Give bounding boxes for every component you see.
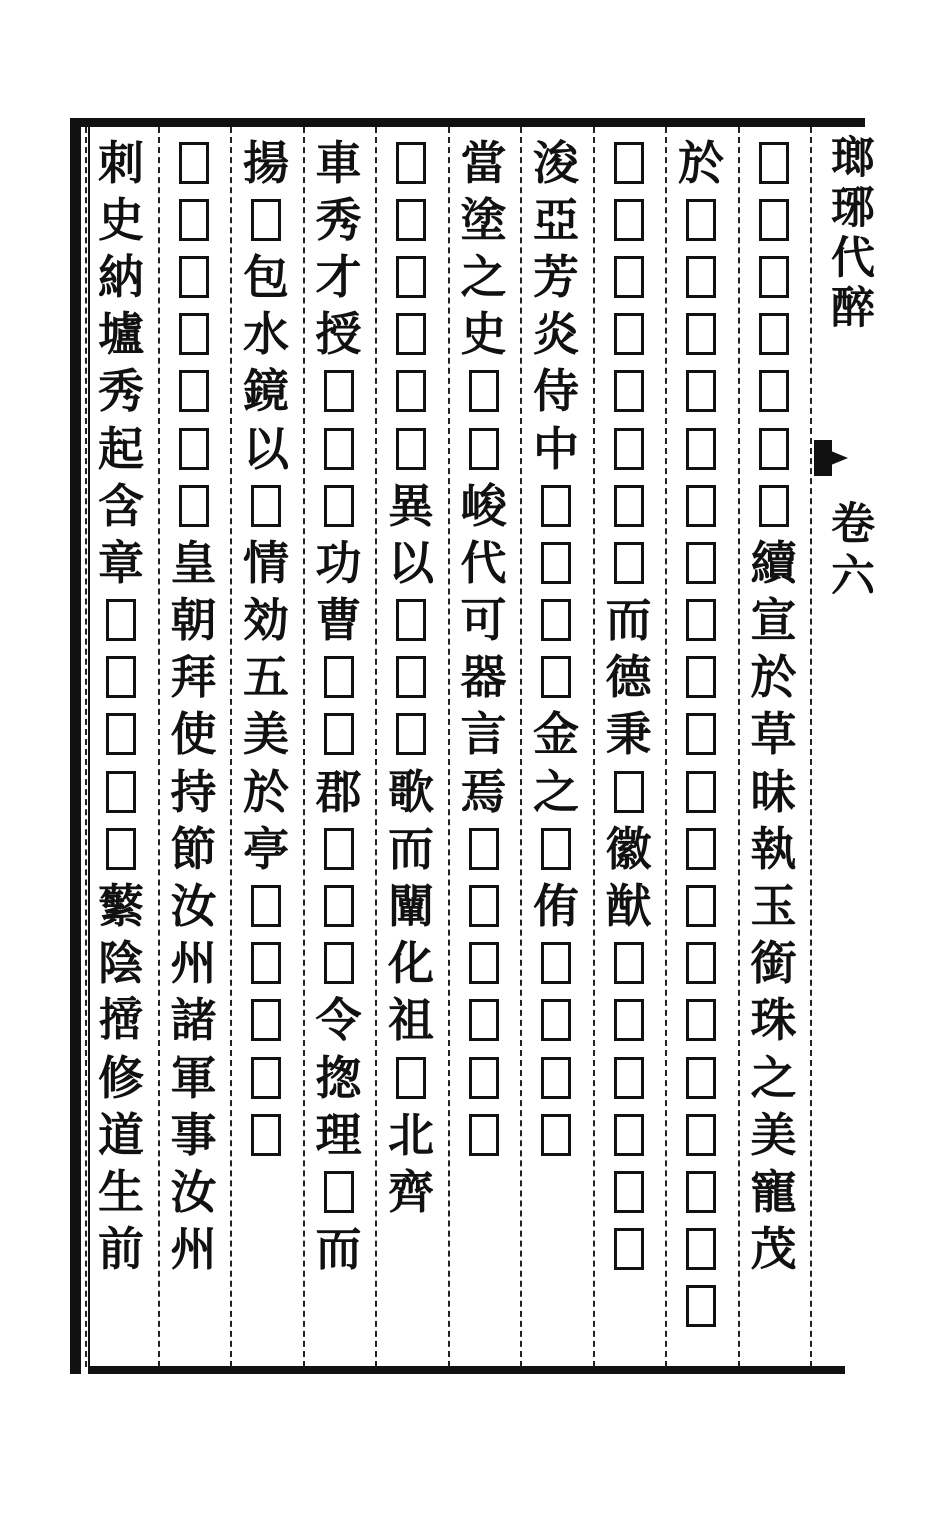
character: 州 <box>170 936 217 991</box>
character: 器 <box>460 650 507 705</box>
character: 𢴨 <box>98 993 144 1048</box>
character: 汝 <box>170 1164 217 1219</box>
lacuna-box <box>165 420 223 477</box>
character: 徽 <box>605 821 652 876</box>
lacuna-box <box>745 306 803 363</box>
lacuna-box <box>237 191 295 248</box>
character: 令 <box>315 993 362 1048</box>
character: 焉 <box>460 764 507 819</box>
lacuna-box <box>92 820 150 877</box>
lacuna-box <box>310 935 368 992</box>
lacuna-box <box>600 763 658 820</box>
character: 車 <box>315 135 362 190</box>
lacuna-box <box>382 649 440 706</box>
character: 芳 <box>533 249 579 304</box>
character: 章 <box>98 535 144 590</box>
lacuna-box <box>527 820 585 877</box>
lacuna-box <box>672 534 730 591</box>
text-column <box>452 134 516 1163</box>
column-divider <box>810 127 812 1367</box>
lacuna-box <box>382 1049 440 1106</box>
lacuna-box <box>527 649 585 706</box>
character: 以 <box>243 421 289 476</box>
lacuna-box <box>745 420 803 477</box>
character: 諸 <box>170 993 217 1048</box>
character: 史 <box>98 192 144 247</box>
character: 之 <box>533 764 579 819</box>
lacuna-box <box>600 306 658 363</box>
volume-label: 卷六 <box>823 500 874 604</box>
lacuna-box <box>672 191 730 248</box>
character: 之 <box>460 249 507 304</box>
lacuna-box <box>165 191 223 248</box>
lacuna-box <box>672 763 730 820</box>
character: 異 <box>388 478 434 533</box>
character: 拜 <box>170 650 217 705</box>
character: 亭 <box>243 821 289 876</box>
lacuna-box <box>672 1163 730 1220</box>
text-column <box>234 134 298 1163</box>
character: 金 <box>533 707 579 762</box>
lacuna-box <box>310 477 368 534</box>
book-title: 瑯琊代醉 <box>823 134 874 334</box>
character: 以 <box>388 535 434 590</box>
character: 而 <box>605 593 652 648</box>
character: 理 <box>315 1107 362 1162</box>
lacuna-box <box>92 592 150 649</box>
lacuna-box <box>92 763 150 820</box>
lacuna-box <box>310 706 368 763</box>
lacuna-box <box>600 935 658 992</box>
character: 事 <box>170 1107 217 1162</box>
lacuna-box <box>310 820 368 877</box>
lacuna-box <box>310 1163 368 1220</box>
character: 於 <box>678 135 724 190</box>
lacuna-box <box>672 992 730 1049</box>
lacuna-box <box>527 1106 585 1163</box>
character: 効 <box>243 593 289 648</box>
lacuna-box <box>672 420 730 477</box>
lacuna-box <box>745 477 803 534</box>
lacuna-box <box>455 420 513 477</box>
lacuna-box <box>455 935 513 992</box>
lacuna-box <box>745 363 803 420</box>
character: 續 <box>750 535 797 590</box>
lacuna-box <box>455 363 513 420</box>
text-column <box>524 134 588 1163</box>
character: 授 <box>315 307 362 362</box>
lacuna-box <box>310 363 368 420</box>
lacuna-box <box>745 248 803 305</box>
column-divider <box>738 127 740 1367</box>
character: 情 <box>243 535 289 590</box>
character: 寵 <box>750 1164 797 1219</box>
character: 珠 <box>750 993 797 1048</box>
character: 壚 <box>98 307 144 362</box>
character: 茂 <box>750 1222 797 1277</box>
character: 揚 <box>243 135 289 190</box>
lacuna-box <box>672 706 730 763</box>
character: 曹 <box>315 593 362 648</box>
lacuna-box <box>745 191 803 248</box>
character: 鏡 <box>243 364 289 419</box>
lacuna-box <box>527 592 585 649</box>
character: 刺 <box>98 135 144 190</box>
character: 納 <box>98 249 144 304</box>
lacuna-box <box>527 992 585 1049</box>
character: 郡 <box>315 764 362 819</box>
lacuna-box <box>527 935 585 992</box>
lacuna-box <box>672 306 730 363</box>
lacuna-box <box>310 420 368 477</box>
character: 亞 <box>533 192 579 247</box>
character: 秉 <box>605 707 652 762</box>
character: 功 <box>315 535 362 590</box>
character: 中 <box>533 421 579 476</box>
character: 猷 <box>605 879 652 934</box>
lacuna-box <box>600 248 658 305</box>
character: 代 <box>460 535 507 590</box>
lacuna-box <box>600 191 658 248</box>
character: 歌 <box>388 764 434 819</box>
text-column <box>89 134 153 1278</box>
lacuna-box <box>237 935 295 992</box>
lacuna-box <box>600 363 658 420</box>
character: 才 <box>315 249 362 304</box>
lacuna-box <box>382 248 440 305</box>
character: 執 <box>750 821 797 876</box>
character: 軍 <box>170 1050 217 1105</box>
character: 節 <box>170 821 217 876</box>
lacuna-box <box>527 1049 585 1106</box>
lacuna-box <box>455 1106 513 1163</box>
character: 齊 <box>388 1164 434 1219</box>
character: 持 <box>170 764 217 819</box>
character: 道 <box>98 1107 144 1162</box>
text-column <box>162 134 226 1278</box>
lacuna-box <box>310 877 368 934</box>
lacuna-box <box>600 477 658 534</box>
character: 陰 <box>98 936 144 991</box>
fish-tail-point <box>814 444 848 472</box>
character: 汝 <box>170 879 217 934</box>
lacuna-box <box>237 1106 295 1163</box>
character: 揔 <box>315 1050 362 1105</box>
character: 侑 <box>533 879 579 934</box>
lacuna-box <box>672 877 730 934</box>
lacuna-box <box>745 134 803 191</box>
lacuna-box <box>600 134 658 191</box>
lacuna-box <box>382 134 440 191</box>
character: 五 <box>243 650 289 705</box>
lacuna-box <box>382 191 440 248</box>
lacuna-box <box>165 248 223 305</box>
lacuna-box <box>382 306 440 363</box>
lacuna-box <box>165 306 223 363</box>
lacuna-box <box>672 248 730 305</box>
character: 銜 <box>750 936 797 991</box>
character: 之 <box>750 1050 797 1105</box>
lacuna-box <box>455 877 513 934</box>
column-divider <box>158 127 160 1367</box>
text-column <box>742 134 806 1278</box>
lacuna-box <box>672 592 730 649</box>
text-column <box>379 134 443 1221</box>
column-divider <box>303 127 305 1367</box>
lacuna-box <box>600 1221 658 1278</box>
lacuna-box <box>165 363 223 420</box>
lacuna-box <box>600 992 658 1049</box>
frame-left-border <box>70 118 81 1374</box>
character: 使 <box>170 707 217 762</box>
lacuna-box <box>672 820 730 877</box>
character: 祖 <box>388 993 434 1048</box>
character: 美 <box>750 1107 797 1162</box>
column-divider <box>520 127 522 1367</box>
frame-bottom-border <box>88 1366 845 1374</box>
character: 含 <box>98 478 144 533</box>
lacuna-box <box>455 992 513 1049</box>
lacuna-box <box>672 1106 730 1163</box>
character: 前 <box>98 1222 144 1277</box>
lacuna-box <box>382 363 440 420</box>
lacuna-box <box>382 706 440 763</box>
lacuna-box <box>672 649 730 706</box>
lacuna-box <box>672 477 730 534</box>
character: 北 <box>388 1107 434 1162</box>
column-divider <box>230 127 232 1367</box>
character: 當 <box>460 135 507 190</box>
character: 德 <box>605 650 652 705</box>
lacuna-box <box>672 363 730 420</box>
lacuna-box <box>455 1049 513 1106</box>
lacuna-box <box>672 1221 730 1278</box>
character: 宣 <box>750 593 797 648</box>
lacuna-box <box>237 992 295 1049</box>
character: 秀 <box>315 192 362 247</box>
character: 生 <box>98 1164 144 1219</box>
column-divider <box>665 127 667 1367</box>
text-column <box>307 134 371 1278</box>
column-divider <box>85 127 87 1367</box>
lacuna-box <box>600 1163 658 1220</box>
lacuna-box <box>92 649 150 706</box>
lacuna-box <box>165 134 223 191</box>
character: 闡 <box>388 879 434 934</box>
lacuna-box <box>165 477 223 534</box>
column-divider <box>375 127 377 1367</box>
character: 而 <box>315 1222 362 1277</box>
character: 昧 <box>750 764 797 819</box>
lacuna-box <box>600 1049 658 1106</box>
character: 草 <box>750 707 797 762</box>
character: 史 <box>460 307 507 362</box>
character: 炎 <box>533 307 579 362</box>
lacuna-box <box>310 649 368 706</box>
character: 朝 <box>170 593 217 648</box>
lacuna-box <box>237 1049 295 1106</box>
lacuna-box <box>455 820 513 877</box>
character: 峻 <box>460 478 507 533</box>
character: 塗 <box>460 192 507 247</box>
lacuna-box <box>237 477 295 534</box>
character: 而 <box>388 821 434 876</box>
lacuna-box <box>527 477 585 534</box>
lacuna-box <box>672 935 730 992</box>
column-divider <box>448 127 450 1367</box>
character: 水 <box>243 307 289 362</box>
margin-title-column <box>816 134 880 334</box>
character: 修 <box>98 1050 144 1105</box>
lacuna-box <box>672 1278 730 1335</box>
character: 秀 <box>98 364 144 419</box>
lacuna-box <box>600 1106 658 1163</box>
margin-volume-column <box>816 500 880 604</box>
text-column <box>669 134 733 1335</box>
frame-top-border <box>70 118 865 127</box>
lacuna-box <box>382 420 440 477</box>
lacuna-box <box>600 534 658 591</box>
character: 於 <box>750 650 797 705</box>
character: 蘩 <box>98 879 144 934</box>
lacuna-box <box>382 592 440 649</box>
character: 於 <box>243 764 289 819</box>
character: 可 <box>460 593 507 648</box>
lacuna-box <box>672 1049 730 1106</box>
lacuna-box <box>600 420 658 477</box>
character: 美 <box>243 707 289 762</box>
character: 浚 <box>533 135 579 190</box>
lacuna-box <box>237 877 295 934</box>
lacuna-box <box>92 706 150 763</box>
character: 起 <box>98 421 144 476</box>
character: 化 <box>388 936 434 991</box>
character: 皇 <box>170 535 217 590</box>
character: 包 <box>243 249 289 304</box>
character: 侍 <box>533 364 579 419</box>
character: 州 <box>170 1222 217 1277</box>
column-divider <box>593 127 595 1367</box>
character: 言 <box>460 707 507 762</box>
lacuna-box <box>527 534 585 591</box>
character: 玉 <box>750 879 797 934</box>
text-column <box>597 134 661 1278</box>
